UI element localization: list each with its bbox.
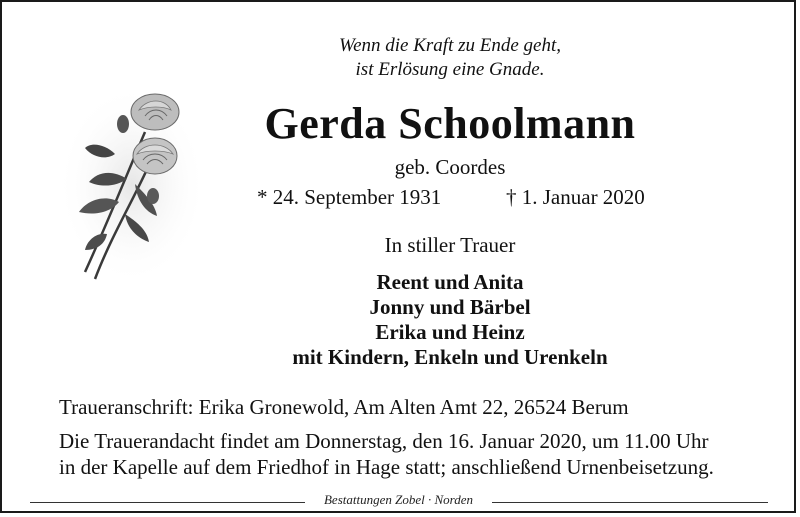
service-line-1: Die Trauerandacht findet am Donnerstag, den 16. Januar 2020, um 11.00 Uhr [59, 429, 709, 453]
funeral-home-credit: Bestattungen Zobel · Norden [323, 492, 473, 507]
mourner-line: Reent und Anita [376, 270, 524, 294]
mourners-list [200, 270, 700, 370]
verse-line-2: ist Erlösung eine Gnade. [355, 59, 545, 80]
death-date: † 1. Januar 2020 [506, 185, 645, 209]
rose-icon [57, 84, 207, 286]
mourner-line: mit Kindern, Enkeln und Urenkeln [292, 345, 608, 369]
verse-line-1: Wenn die Kraft zu Ende geht, [339, 35, 561, 56]
mourner-line: Jonny und Bärbel [369, 295, 531, 319]
mourning-text: In stiller Trauer [384, 233, 516, 257]
birth-name: geb. Coordes [394, 155, 506, 179]
service-info [59, 428, 714, 480]
service-line-2: in der Kapelle auf dem Friedhof in Hage statt; anschließend Urnenbeisetzung. [59, 455, 714, 479]
footer-rule [30, 502, 305, 503]
deceased-name: Gerda Schoolmann [264, 99, 636, 148]
mourning-address: Traueranschrift: Erika Gronewold, Am Alten Amt 22, 26524 Berum [59, 395, 629, 419]
birth-date: * 24. September 1931 [257, 185, 442, 209]
mourner-line: Erika und Heinz [375, 320, 525, 344]
footer-rule [492, 502, 768, 503]
